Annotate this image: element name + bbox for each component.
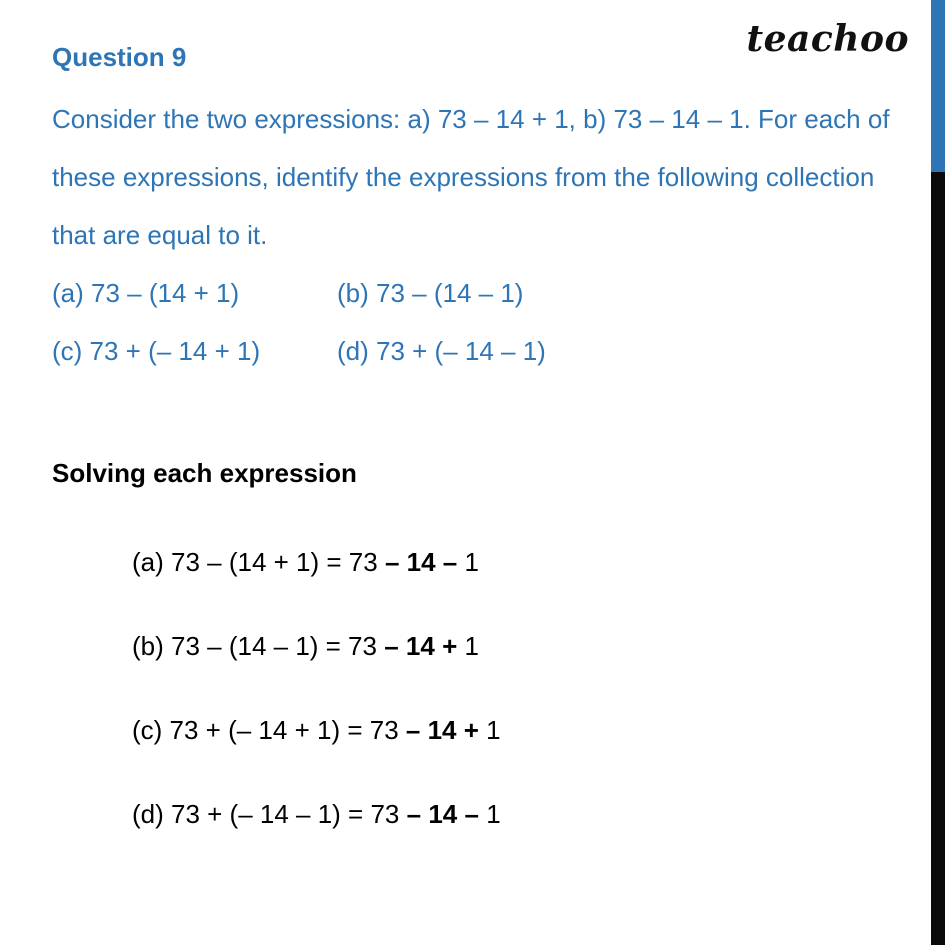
option-c: (c) 73 + (– 14 + 1)	[52, 336, 261, 366]
step-lhs: (a) 73 – (14 + 1) = 73	[132, 547, 385, 577]
option-a: (a) 73 – (14 + 1)	[52, 278, 240, 308]
teachoo-logo: teachoo	[746, 18, 909, 60]
question-content	[52, 40, 892, 829]
step-op: –	[442, 547, 458, 577]
options-row	[52, 322, 892, 380]
step-end: 1	[486, 799, 501, 829]
step-number: 14	[427, 715, 457, 745]
step-op: –	[464, 799, 479, 829]
step-op: –	[384, 631, 399, 661]
solution-step	[132, 629, 501, 713]
option-d: (d) 73 + (– 14 – 1)	[337, 336, 546, 366]
step-end: 1	[464, 631, 479, 661]
step-end: 1	[464, 547, 479, 577]
options-grid	[52, 264, 892, 380]
solution-step	[132, 713, 501, 797]
step-lhs: (c) 73 + (– 14 + 1) = 73	[132, 715, 406, 745]
step-op: –	[406, 799, 422, 829]
step-number: 14	[406, 547, 436, 577]
step-lhs: (b) 73 – (14 – 1) = 73	[132, 631, 385, 661]
question-title: Question 9	[52, 42, 187, 72]
step-op: +	[463, 715, 479, 745]
step-number: 14	[405, 631, 435, 661]
solution-step	[132, 797, 501, 881]
option-b: (b) 73 – (14 – 1)	[337, 278, 524, 308]
step-op: –	[405, 715, 421, 745]
solution-heading: Solving each expression	[52, 458, 357, 488]
right-edge-accent	[931, 0, 945, 172]
question-text: Consider the two expressions: a) 73 – 14 + 1, b) 73 – 14 – 1. For each of these expressions, identify the expressions from the following collection that are equal to it.	[52, 104, 890, 250]
step-op: –	[384, 547, 400, 577]
step-op: +	[442, 631, 458, 661]
solution-step	[132, 545, 501, 629]
solution-steps	[132, 545, 501, 881]
options-row	[52, 264, 892, 322]
step-end: 1	[486, 715, 501, 745]
step-number: 14	[428, 799, 458, 829]
step-lhs: (d) 73 + (– 14 – 1) = 73	[132, 799, 407, 829]
